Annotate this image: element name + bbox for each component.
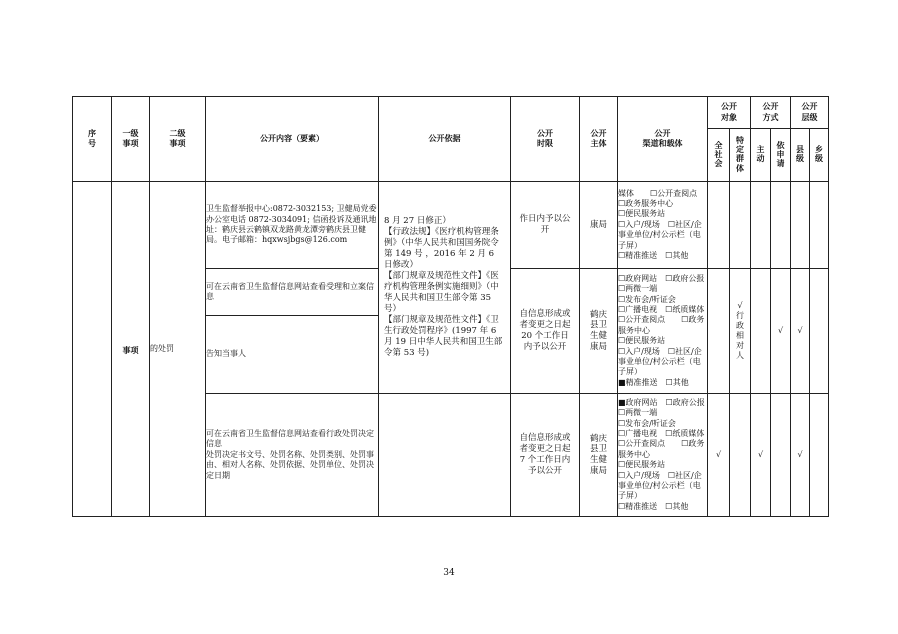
content-cell: 告知当事人: [206, 316, 379, 394]
header-basis: 公开依据: [379, 97, 511, 182]
seq-cell: [73, 182, 112, 517]
mode-active-cell: [751, 269, 771, 394]
header-tier-township: 乡级: [810, 129, 829, 182]
header-target: 公开 对象: [708, 97, 751, 129]
tier-township-cell: [810, 269, 829, 394]
subject-cell: 鹤庆县卫生健康局: [580, 394, 618, 517]
time-limit-cell: 自信息形成或者变更之日起 20 个工作日内予以公开: [511, 269, 580, 394]
tier-county-cell: [791, 182, 810, 269]
header-tier-county: 县级: [791, 129, 810, 182]
content-cell: 可在云南省卫生监督信息网站查看受理和立案信息: [206, 269, 379, 316]
level1-cell: 事项: [112, 182, 150, 517]
mode-request-cell: [771, 182, 791, 269]
header-mode: 公开 方式: [751, 97, 791, 129]
target-specific-cell: [730, 182, 751, 269]
header-mode-active: 主动: [751, 129, 771, 182]
header-seq: 序号: [73, 97, 112, 182]
subject-cell: 康局: [580, 182, 618, 269]
tier-township-cell: [810, 182, 829, 269]
header-target-specific: 特定群体: [730, 129, 751, 182]
mode-request-cell: [771, 394, 791, 517]
channel-cell: 媒体 ☐公开查阅点 ☐政务服务中心 ☐便民服务站 ☐入户/现场 ☐社区/企事业单位/村公示栏（电子屏） ☐精准推送 ☐其他: [618, 182, 708, 269]
target-all-cell: √: [708, 394, 730, 517]
tier-township-cell: [810, 394, 829, 517]
tier-county-cell: √: [791, 269, 810, 394]
disclosure-table: [72, 96, 829, 517]
mode-request-cell: √: [771, 269, 791, 394]
mode-active-cell: √: [751, 394, 771, 517]
header-subject: 公开 主体: [580, 97, 618, 182]
table-row: [73, 182, 829, 269]
header-tier: 公开 层级: [791, 97, 829, 129]
header-time-limit: 公开 时限: [511, 97, 580, 182]
target-all-cell: [708, 269, 730, 394]
channel-cell: ■政府网站 ☐政府公报 ☐两微一端 ☐发布会/听证会 ☐广播电视 ☐纸质媒体 ☐公开查阅点 ☐政务服务中心 ☐便民服务站 ☐入户/现场 ☐社区/企事业单位/村公示栏（电子屏） ☐精准推送 ☐其他: [618, 394, 708, 517]
channel-cell: ☐政府网站 ☐政府公报 ☐两微一端 ☐发布会/听证会 ☐广播电视 ☐纸质媒体 ☐公开查阅点 ☐政务服务中心 ☐便民服务站 ☐入户/现场 ☐社区/企事业单位/村公示栏（电子屏） ■精准推送 ☐其他: [618, 269, 708, 394]
basis-cell: 8 月 27 日修正） 【行政法规】《医疗机构管理条例》（中华人民共和国国务院令第 149 号 ，2016 年 2 月 6 日修改） 【部门规章及规范性文件】《医疗机构管理条例实施细则》（中华人民共和国卫生部令第 35 号） 【部门规章及规范性文件】《卫生行政处罚程序》(1997 年 6 月 19 日中华人民共和国卫生部令第 53 号): [379, 182, 511, 394]
content-cell: 可在云南省卫生监督信息网站查看行政处罚决定信息 处罚决定书文号、处罚名称、处罚类别、处罚事由、相对人名称、处罚依据、处罚单位、处罚决定日期: [206, 394, 379, 517]
tier-county-cell: √: [791, 394, 810, 517]
mode-active-cell: [751, 182, 771, 269]
target-specific-cell: [730, 269, 751, 394]
time-limit-cell: 作日内予以公开: [511, 182, 580, 269]
check-mark: √: [737, 300, 743, 310]
level2-cell: 的处罚: [150, 182, 206, 517]
time-limit-cell: 自信息形成或者变更之日起 7 个工作日内予以公开: [511, 394, 580, 517]
specific-group-label: 行政相对人: [736, 311, 744, 360]
header-level2: 二级 事项: [150, 97, 206, 182]
header-mode-request: 依申请: [771, 129, 791, 182]
subject-cell: 鹤庆县卫生健康局: [580, 269, 618, 394]
header-content: 公开内容（要素）: [206, 97, 379, 182]
page-number: 34: [443, 568, 455, 578]
basis-cell: [379, 394, 511, 517]
target-specific-cell: [730, 394, 751, 517]
content-cell: 卫生监督举报中心:0872-3032153; 卫健局党委办公室电话 0872-3034091; 信函投诉及通讯地址：鹤庆县云鹤镇双龙路黄龙潭旁鹤庆县卫健局。电子邮箱：hqxwsjbgs@126.com: [206, 182, 379, 269]
header-channel: 公开 渠道和载体: [618, 97, 708, 182]
header-target-all: 全社会: [708, 129, 730, 182]
header-level1: 一级 事项: [112, 97, 150, 182]
